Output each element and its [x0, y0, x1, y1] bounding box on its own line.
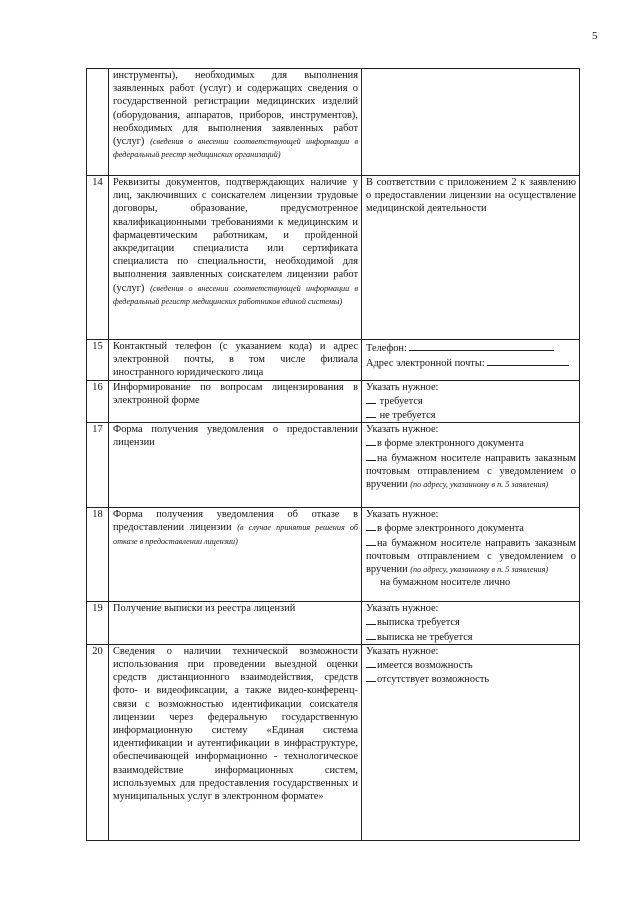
email-input-line[interactable] [487, 355, 569, 366]
field-description [109, 69, 362, 176]
table-row-19 [87, 602, 580, 645]
option-note: (по адресу, указанному в п. 5 заявления) [410, 565, 549, 575]
option-label: в форме электронного документа [377, 523, 524, 535]
field-description-text: Форма получения уведомления об отказе в предоставлении лицензии [113, 509, 358, 534]
option-label: имеется возможность [377, 660, 473, 672]
checkbox-mark[interactable] [366, 536, 376, 546]
option-not-required[interactable] [366, 408, 576, 422]
contact-fields [362, 340, 580, 381]
option-electronic[interactable] [366, 521, 576, 535]
table-row-16 [87, 380, 580, 423]
option-label: на бумажном носителе направить заказным почтовым отправлением с уведомлением о вручении [366, 537, 576, 576]
field-description: Контактный телефон (с указанием кода) и адрес электронной почты, в том числе филиала иностранного юридического лица [109, 340, 362, 381]
row-number: 17 [87, 423, 109, 508]
checkbox-mark[interactable] [366, 451, 376, 461]
row-number: 16 [87, 380, 109, 423]
option-header: Указать нужное: [366, 424, 439, 436]
email-label: Адрес электронной почты: [366, 358, 485, 370]
option-label: на бумажном носителе лично [380, 577, 511, 589]
checkbox-mark[interactable] [366, 658, 376, 668]
field-description-note: (в случае принятия решения об отказе в предоставлении лицензии) [113, 523, 358, 546]
field-description-text: Реквизиты документов, подтверждающих наличие у лиц, заключивших с соискателем лицензии трудовые договоры, образование, предусмотренное квалификационными требованиями к медицинским и фармацевтическим работникам, и пройденной аккредитации специалиста или сертификата специалиста по специальности, необходимой для выполнения заявленных соискателем лицензии работ (услуг) [113, 177, 358, 294]
checkbox-mark[interactable] [366, 521, 376, 531]
option-list [362, 380, 580, 423]
option-available[interactable] [366, 658, 576, 672]
checkbox-mark[interactable] [366, 436, 376, 446]
option-label: выписка требуется [377, 617, 460, 629]
row-number: 14 [87, 176, 109, 340]
row-number: 19 [87, 602, 109, 645]
field-description: Информирование по вопросам лицензирования в электронной форме [109, 380, 362, 423]
field-description [109, 176, 362, 340]
option-header: Указать нужное: [366, 509, 439, 521]
field-description: Сведения о наличии технической возможности использования при проведении выездной оценки средств дистанционного взаимодействия, средств фото- и видеофиксации, а также видео-конференц-связи с возможностью идентификации соискателя лицензии через федеральную государственную информационную систему «Единая система идентификации и аутентификации в инфраструктуре, обеспечивающей информационно - технологическое взаимодействие информационных систем, используемых для предоставления государственных и муниципальных услуг в электронном формате» [109, 644, 362, 840]
option-label: требуется [379, 395, 423, 407]
field-value [362, 69, 580, 176]
option-electronic[interactable] [366, 436, 576, 450]
field-value: В соответствии с приложением 2 к заявлению о предоставлении лицензии на осуществление медицинской деятельности [362, 176, 580, 340]
option-paper-mail[interactable] [366, 536, 576, 577]
checkbox-mark[interactable] [366, 615, 376, 625]
table-row-15 [87, 340, 580, 381]
checkbox-mark[interactable] [366, 394, 376, 404]
option-label: не требуется [379, 410, 436, 422]
page-number: 5 [592, 30, 598, 42]
option-label: на бумажном носителе направить заказным почтовым отправлением с уведомлением о вручении [366, 452, 576, 491]
table-row-17 [87, 423, 580, 508]
option-extract-required[interactable] [366, 615, 576, 629]
option-paper-mail[interactable] [366, 451, 576, 492]
table-row-14 [87, 176, 580, 340]
field-description: Форма получения уведомления о предоставлении лицензии [109, 423, 362, 508]
row-number: 20 [87, 644, 109, 840]
phone-field[interactable] [366, 340, 576, 355]
option-label: выписка не требуется [377, 631, 473, 643]
option-header: Указать нужное: [366, 381, 439, 393]
option-extract-not-required[interactable] [366, 630, 576, 644]
row-number: 18 [87, 508, 109, 602]
option-header: Указать нужное: [366, 645, 439, 657]
option-note: (по адресу, указанному в п. 5 заявления) [410, 480, 549, 490]
row-number-cell [87, 69, 109, 176]
license-application-table [86, 68, 580, 841]
checkbox-mark[interactable] [366, 630, 376, 640]
option-list [362, 423, 580, 508]
checkbox-mark[interactable] [366, 672, 376, 682]
field-description-note: (сведения о внесении соответствующей информации в федеральный регистр медицинских работников единой системы) [113, 283, 358, 306]
option-label: в форме электронного документа [377, 438, 524, 450]
option-list [362, 644, 580, 840]
phone-input-line[interactable] [409, 340, 554, 351]
row-number: 15 [87, 340, 109, 381]
option-header: Указать нужное: [366, 603, 439, 615]
field-description-text: инструменты), необходимых для выполнения заявленных работ (услуг) и содержащих сведения о государственной регистрации медицинских изделий (оборудования, аппаратов, приборов, инструментов), необходимых для выполнения заявленных работ (услуг) [113, 70, 358, 148]
option-list [362, 602, 580, 645]
table-row-20 [87, 644, 580, 840]
option-required[interactable] [366, 394, 576, 408]
table-row-continuation [87, 69, 580, 176]
phone-label: Телефон: [366, 343, 407, 354]
option-list [362, 508, 580, 602]
field-description-note: (сведения о внесении соответствующей информации в федеральный реестр медицинских организаций) [113, 137, 358, 160]
option-label: отсутствует возможность [377, 674, 490, 686]
field-description [109, 508, 362, 602]
field-description: Получение выписки из реестра лицензий [109, 602, 362, 645]
option-paper-in-person[interactable] [366, 576, 576, 589]
table-row-18 [87, 508, 580, 602]
option-not-available[interactable] [366, 672, 576, 686]
email-field[interactable] [366, 355, 576, 370]
checkbox-mark[interactable] [366, 408, 376, 418]
